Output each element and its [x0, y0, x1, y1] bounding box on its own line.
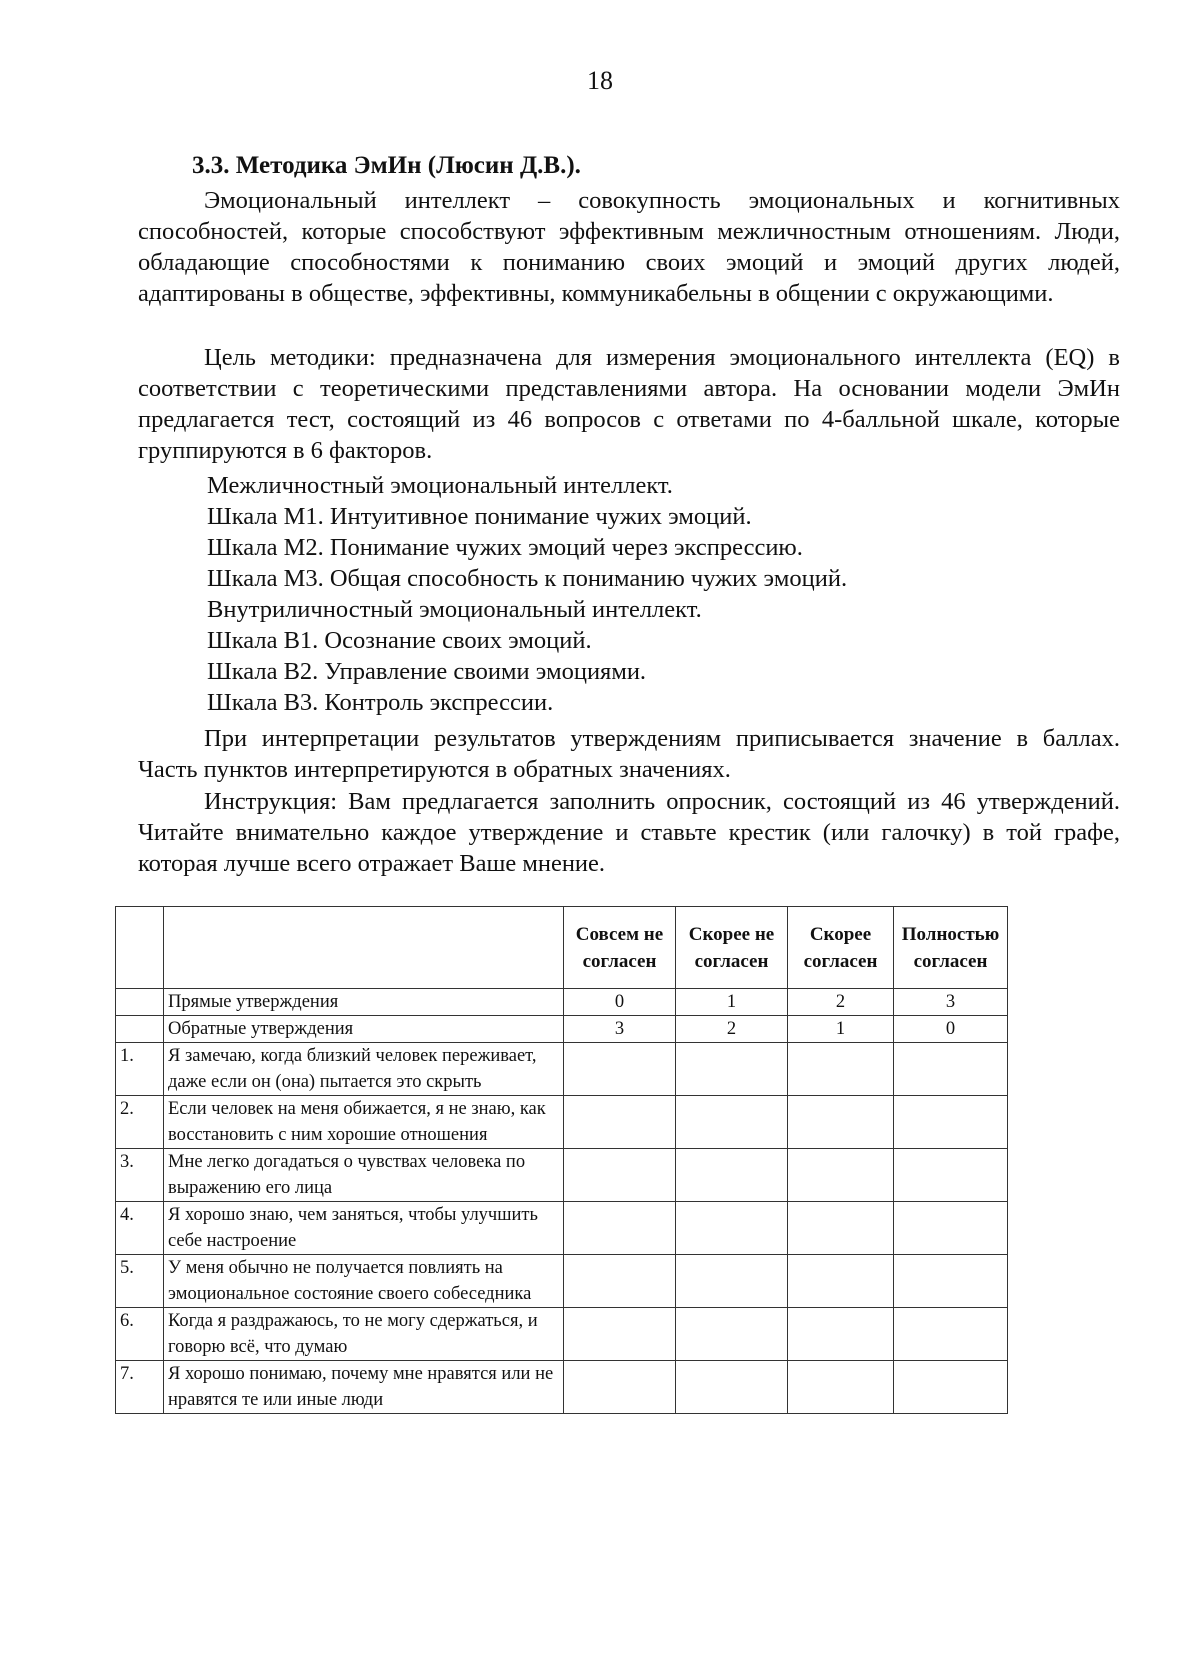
score-value: 3 — [564, 1016, 676, 1043]
answer-cell[interactable] — [676, 1202, 788, 1255]
scale-item: Шкала М3. Общая способность к пониманию чужих эмоций. — [207, 565, 848, 592]
answer-cell[interactable] — [564, 1361, 676, 1414]
reverse-score-row — [116, 1016, 1008, 1043]
header-blank-cell — [164, 907, 564, 989]
item-statement: Мне легко догадаться о чувствах человека по выражению его лица — [164, 1149, 564, 1202]
interpretation-paragraph: При интерпретации результатов утверждениям приписывается значение в баллах. Часть пунктов интерпретируются в обратных значениях. — [138, 725, 1120, 783]
scale-item: Шкала В3. Контроль экспрессии. — [207, 689, 554, 716]
item-statement: Когда я раздражаюсь, то не могу сдержаться, и говорю всё, что думаю — [164, 1308, 564, 1361]
purpose-paragraph: Цель методики: предназначена для измерения эмоционального интеллекта (EQ) в соответствии с теоретическими представлениями автора. На основании модели ЭмИн предлагается тест, состоящий из 46 вопросов с ответами по 4-балльной шкале, которые группируются в 6 факторов. — [138, 344, 1120, 464]
answer-cell[interactable] — [676, 1255, 788, 1308]
answer-cell[interactable] — [894, 1202, 1008, 1255]
scale-item: Шкала В1. Осознание своих эмоций. — [207, 627, 592, 654]
page-number: 18 — [587, 66, 613, 95]
answer-cell[interactable] — [676, 1308, 788, 1361]
item-number: 7. — [116, 1361, 164, 1414]
instruction-paragraph: Инструкция: Вам предлагается заполнить опросник, состоящий из 46 утверждений. Читайте внимательно каждое утверждение и ставьте крестик (или галочку) в той графе, которая лучше всего отражает Ваше мнение. — [138, 788, 1120, 877]
answer-cell[interactable] — [564, 1308, 676, 1361]
item-number: 2. — [116, 1096, 164, 1149]
item-statement: У меня обычно не получается повлиять на эмоциональное состояние своего собеседника — [164, 1255, 564, 1308]
table-row — [116, 1308, 1008, 1361]
answer-cell[interactable] — [564, 1149, 676, 1202]
intro-paragraph: Эмоциональный интеллект – совокупность эмоциональных и когнитивных способностей, которые способствуют эффективным межличностным отношениям. Люди, обладающие способностями к пониманию своих эмоций и эмоций других людей, адаптированы в обществе, эффективны, коммуникабельны в общении с окружающими. — [138, 187, 1120, 307]
item-number: 1. — [116, 1043, 164, 1096]
answer-cell[interactable] — [564, 1096, 676, 1149]
item-statement: Я замечаю, когда близкий человек переживает, даже если он (она) пытается это скрыть — [164, 1043, 564, 1096]
score-value: 1 — [676, 989, 788, 1016]
header-cell: Полностью согласен — [894, 907, 1008, 989]
item-statement: Я хорошо понимаю, почему мне нравятся или не нравятся те или иные люди — [164, 1361, 564, 1414]
score-value: 3 — [894, 989, 1008, 1016]
table-row — [116, 1149, 1008, 1202]
table-row — [116, 1043, 1008, 1096]
item-number: 5. — [116, 1255, 164, 1308]
header-cell: Скорее не согласен — [676, 907, 788, 989]
answer-cell[interactable] — [788, 1255, 894, 1308]
answer-cell[interactable] — [676, 1096, 788, 1149]
answer-cell[interactable] — [788, 1043, 894, 1096]
header-cell: Скорее согласен — [788, 907, 894, 989]
scale-item: Внутриличностный эмоциональный интеллект. — [207, 596, 702, 623]
answer-cell[interactable] — [788, 1149, 894, 1202]
scale-item: Межличностный эмоциональный интеллект. — [207, 472, 673, 499]
answer-cell[interactable] — [564, 1043, 676, 1096]
scale-item: Шкала В2. Управление своими эмоциями. — [207, 658, 647, 685]
scale-item: Шкала М1. Интуитивное понимание чужих эмоций. — [207, 503, 752, 530]
answer-cell[interactable] — [894, 1043, 1008, 1096]
scales-list — [207, 470, 847, 718]
table-row — [116, 1361, 1008, 1414]
item-statement: Я хорошо знаю, чем заняться, чтобы улучшить себе настроение — [164, 1202, 564, 1255]
table-row — [116, 1255, 1008, 1308]
answer-cell[interactable] — [788, 1096, 894, 1149]
item-number: 3. — [116, 1149, 164, 1202]
item-number: 6. — [116, 1308, 164, 1361]
score-value: 2 — [788, 989, 894, 1016]
table-header-row — [116, 907, 1008, 989]
answer-cell[interactable] — [676, 1361, 788, 1414]
item-number: 4. — [116, 1202, 164, 1255]
answer-cell[interactable] — [894, 1255, 1008, 1308]
score-value: 1 — [788, 1016, 894, 1043]
scale-item: Шкала М2. Понимание чужих эмоций через экспрессию. — [207, 534, 803, 561]
item-statement: Если человек на меня обижается, я не знаю, как восстановить с ним хорошие отношения — [164, 1096, 564, 1149]
score-value: 0 — [564, 989, 676, 1016]
direct-score-row — [116, 989, 1008, 1016]
answer-cell[interactable] — [564, 1255, 676, 1308]
header-blank-cell — [116, 907, 164, 989]
answer-cell[interactable] — [676, 1149, 788, 1202]
reverse-label: Обратные утверждения — [164, 1016, 564, 1043]
blank-cell — [116, 1016, 164, 1043]
header-cell: Совсем не согласен — [564, 907, 676, 989]
direct-label: Прямые утверждения — [164, 989, 564, 1016]
score-value: 0 — [894, 1016, 1008, 1043]
questionnaire-table — [115, 906, 1008, 1414]
table-row — [116, 1202, 1008, 1255]
answer-cell[interactable] — [788, 1361, 894, 1414]
answer-cell[interactable] — [894, 1308, 1008, 1361]
section-heading: 3.3. Методика ЭмИн (Люсин Д.В.). — [192, 152, 581, 179]
answer-cell[interactable] — [788, 1308, 894, 1361]
answer-cell[interactable] — [894, 1361, 1008, 1414]
answer-cell[interactable] — [894, 1096, 1008, 1149]
answer-cell[interactable] — [564, 1202, 676, 1255]
blank-cell — [116, 989, 164, 1016]
score-value: 2 — [676, 1016, 788, 1043]
table-row — [116, 1096, 1008, 1149]
answer-cell[interactable] — [676, 1043, 788, 1096]
answer-cell[interactable] — [894, 1149, 1008, 1202]
answer-cell[interactable] — [788, 1202, 894, 1255]
